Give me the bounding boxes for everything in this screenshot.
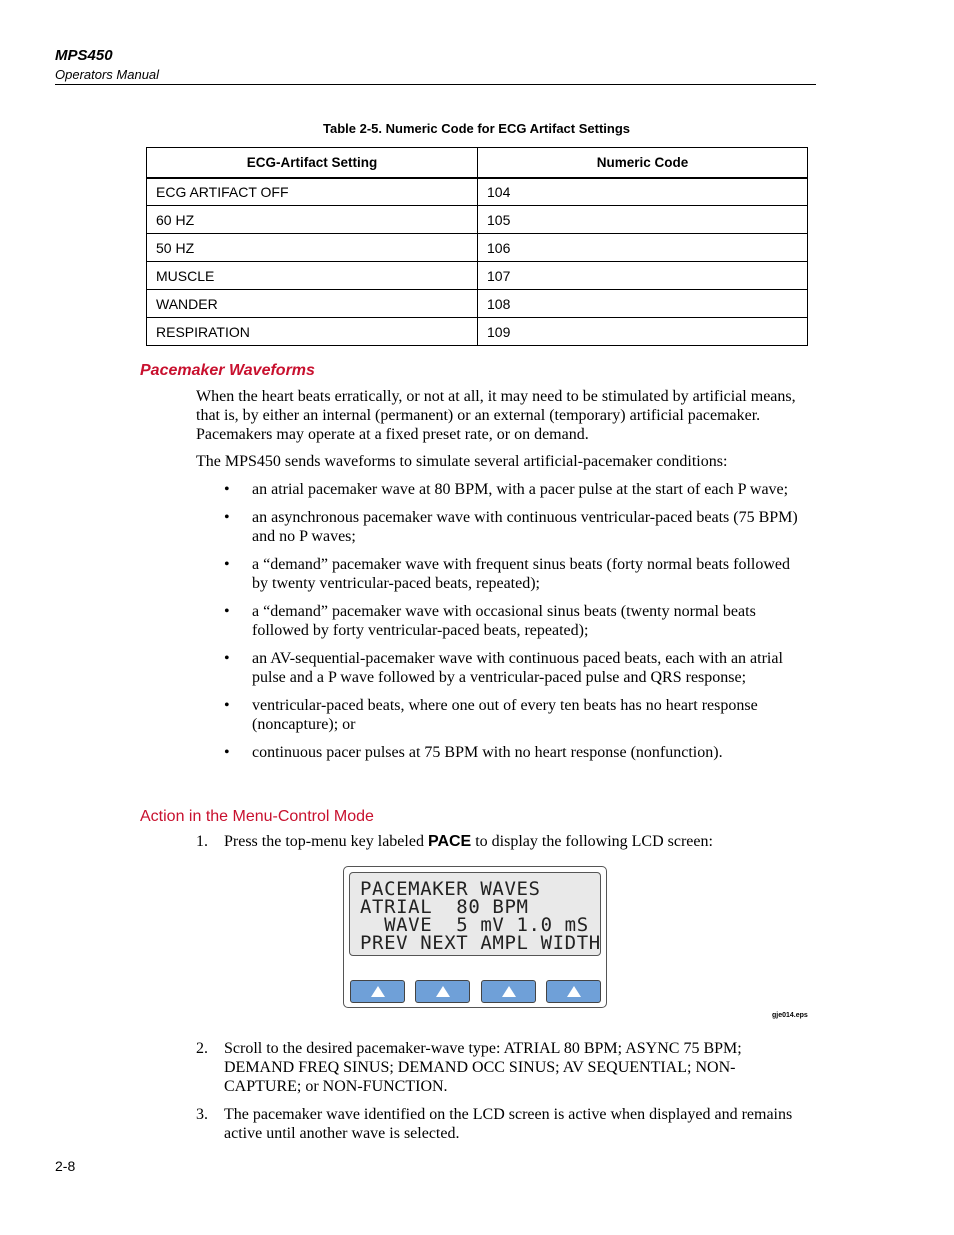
setting-cell: RESPIRATION — [147, 318, 478, 346]
list-item-text: a “demand” pacemaker wave with frequent sinus beats (forty normal beats followed by twenty ventricular-paced beats, repeated); — [252, 556, 791, 592]
list-item — [224, 602, 804, 640]
table-row — [147, 206, 808, 234]
list-item — [224, 743, 804, 762]
doc-subtitle: Operators Manual — [55, 67, 160, 82]
bullet-mark: • — [224, 556, 230, 573]
list-item — [224, 480, 804, 499]
header-rule — [55, 84, 816, 85]
lcd-line: PACEMAKER WAVES — [360, 878, 541, 900]
softkey-row — [350, 980, 602, 1004]
table-header-row — [147, 148, 808, 178]
bullet-mark: • — [224, 744, 230, 761]
list-item — [224, 508, 804, 546]
bullet-mark: • — [224, 697, 230, 714]
step-text-post: to display the following LCD screen: — [471, 833, 713, 850]
bullet-mark: • — [224, 650, 230, 667]
lcd-screen — [349, 872, 601, 956]
doc-title: MPS450 — [55, 47, 113, 64]
setting-cell: MUSCLE — [147, 262, 478, 290]
list-item-text: an AV-sequential-pacemaker wave with continuous paced beats, each with an atrial pulse and a P wave followed by a ventricular-paced pulse and QRS response; — [252, 650, 783, 686]
paragraph-conditions: The MPS450 sends waveforms to simulate several artificial-pacemaker conditions: — [196, 453, 728, 470]
code-cell: 108 — [478, 290, 808, 318]
table-row — [147, 290, 808, 318]
list-item — [224, 649, 804, 687]
table-row — [147, 178, 808, 206]
code-cell: 104 — [478, 178, 808, 206]
section-heading-pacemaker: Pacemaker Waveforms — [140, 362, 315, 379]
section-heading-menu-control: Action in the Menu-Control Mode — [140, 808, 374, 825]
setting-cell: ECG ARTIFACT OFF — [147, 178, 478, 206]
table-row — [147, 234, 808, 262]
table-row — [147, 318, 808, 346]
bullet-mark: • — [224, 509, 230, 526]
paragraph-intro: When the heart beats erratically, or not at all, it may need to be stimulated by artificial means, that is, by either an internal (permanent) or an external (temporary) artificial pacemaker. Pacemakers may operate at a fixed preset rate, or on demand. — [196, 388, 796, 443]
step-number: 2. — [196, 1040, 208, 1057]
up-arrow-icon — [371, 986, 385, 997]
step-text: The pacemaker wave identified on the LCD screen is active when displayed and remains active until another wave is selected. — [224, 1106, 793, 1142]
step-3 — [196, 1105, 796, 1143]
setting-cell: WANDER — [147, 290, 478, 318]
code-cell: 107 — [478, 262, 808, 290]
step-number: 1. — [196, 833, 208, 850]
up-arrow-icon — [436, 986, 450, 997]
step-text: Scroll to the desired pacemaker-wave type: ATRIAL 80 BPM; ASYNC 75 BPM; DEMAND FREQ SINUS; DEMAND OCC SINUS; AV SEQUENTIAL; NON-CAPTURE; or NON-FUNCTION. — [224, 1040, 742, 1095]
column-header-code: Numeric Code — [478, 148, 808, 178]
step-text-pre: Press the top-menu key labeled — [224, 833, 428, 850]
code-cell: 106 — [478, 234, 808, 262]
code-cell: 105 — [478, 206, 808, 234]
up-arrow-icon — [502, 986, 516, 997]
step-number: 3. — [196, 1106, 208, 1123]
artifact-code-table — [146, 147, 808, 346]
step-2 — [196, 1039, 796, 1096]
list-item-text: continuous pacer pulses at 75 BPM with no heart response (nonfunction). — [252, 744, 723, 761]
softkey-width-button[interactable] — [546, 980, 601, 1003]
step-1 — [196, 832, 796, 851]
setting-cell: 50 HZ — [147, 234, 478, 262]
list-item — [224, 555, 804, 593]
table-caption: Table 2-5. Numeric Code for ECG Artifact Settings — [323, 121, 630, 136]
page-number: 2-8 — [55, 1158, 76, 1174]
table-row — [147, 262, 808, 290]
list-item-text: ventricular-paced beats, where one out of every ten beats has no heart response (noncapture); or — [252, 697, 758, 733]
code-cell: 109 — [478, 318, 808, 346]
step-text — [224, 832, 796, 851]
pacemaker-conditions-list — [224, 480, 804, 771]
softkey-next-button[interactable] — [415, 980, 470, 1003]
lcd-line: WAVE 5 mV 1.0 mS — [360, 914, 589, 936]
list-item-text: a “demand” pacemaker wave with occasional sinus beats (twenty normal beats followed by forty ventricular-paced beats, repeated); — [252, 603, 756, 639]
up-arrow-icon — [567, 986, 581, 997]
figure-id: gje014.eps — [772, 1012, 808, 1019]
pace-key-label: PACE — [427, 833, 472, 850]
list-item-text: an asynchronous pacemaker wave with continuous ventricular-paced beats (75 BPM) and no P waves; — [252, 509, 798, 545]
column-header-setting: ECG-Artifact Setting — [147, 148, 478, 178]
lcd-device-illustration — [343, 866, 607, 1008]
list-item-text: an atrial pacemaker wave at 80 BPM, with a pacer pulse at the start of each P wave; — [252, 481, 789, 498]
setting-cell: 60 HZ — [147, 206, 478, 234]
softkey-prev-button[interactable] — [350, 980, 405, 1003]
list-item — [224, 696, 804, 734]
softkey-ampl-button[interactable] — [481, 980, 536, 1003]
lcd-line: PREV NEXT AMPL WIDTH — [360, 932, 601, 954]
bullet-mark: • — [224, 603, 230, 620]
lcd-line: ATRIAL 80 BPM — [360, 896, 529, 918]
bullet-mark: • — [224, 481, 230, 498]
